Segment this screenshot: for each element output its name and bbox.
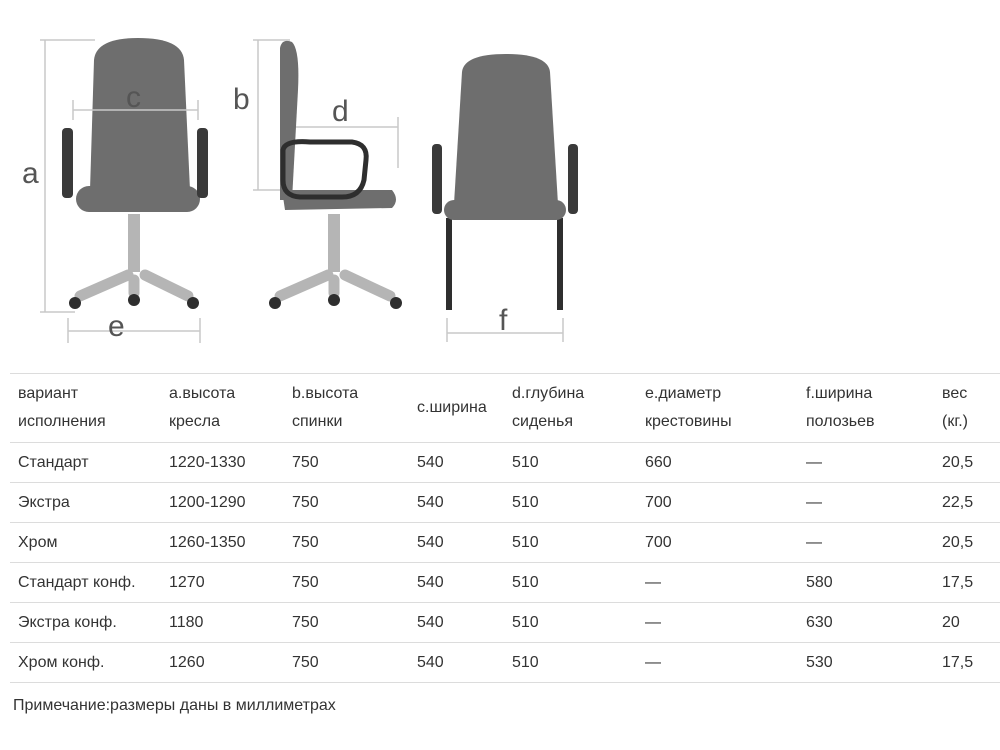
conference-chair [432, 54, 578, 342]
table-cell: 630 [798, 603, 934, 643]
table-cell: 510 [504, 563, 637, 603]
armrest-right [197, 128, 208, 198]
table-cell: 540 [409, 483, 504, 523]
column-header-base-diameter: e.диаметр крестовины [637, 374, 798, 443]
side-view-chair [233, 40, 402, 309]
table-cell: 540 [409, 603, 504, 643]
table-cell: 17,5 [934, 563, 1000, 603]
table-row [10, 563, 1000, 603]
chair-drawings [0, 0, 1000, 360]
dimension-label-f: f [499, 304, 508, 337]
table-body [10, 443, 1000, 683]
table-cell: 700 [637, 523, 798, 563]
table-cell: Экстра [10, 483, 161, 523]
table-cell: 580 [798, 563, 934, 603]
column-header-back-height: b.высота спинки [284, 374, 409, 443]
front-view-chair [22, 38, 208, 343]
table-cell: 750 [284, 643, 409, 683]
dimension-label-a: a [22, 157, 39, 190]
armrest [283, 142, 366, 197]
wheel [269, 297, 281, 309]
armrest-left [432, 144, 442, 214]
table-cell: 20 [934, 603, 1000, 643]
dimension-label-b: b [233, 83, 250, 116]
table-row [10, 643, 1000, 683]
backrest [90, 38, 190, 190]
table-cell: 20,5 [934, 443, 1000, 483]
wheel [187, 297, 199, 309]
table-cell: 540 [409, 643, 504, 683]
table-cell: 17,5 [934, 643, 1000, 683]
backrest [454, 54, 558, 204]
table-cell: 22,5 [934, 483, 1000, 523]
table-cell: 1260 [161, 643, 284, 683]
table-cell: — [798, 483, 934, 523]
wheel [390, 297, 402, 309]
table-cell: 1200-1290 [161, 483, 284, 523]
table-cell: 20,5 [934, 523, 1000, 563]
column-header-variant: вариант исполнения [10, 374, 161, 443]
table-cell: 750 [284, 523, 409, 563]
table-cell: 510 [504, 643, 637, 683]
column-header-width: c.ширина [409, 374, 504, 443]
table-cell: — [798, 523, 934, 563]
footnote: Примечание:размеры даны в миллиметрах [13, 697, 336, 714]
table-cell: Хром [10, 523, 161, 563]
seat [282, 190, 396, 210]
sled-leg-right [557, 218, 563, 310]
table-cell: 510 [504, 523, 637, 563]
dimension-label-c: c [126, 81, 141, 114]
table-cell: 750 [284, 483, 409, 523]
table-cell: Экстра конф. [10, 603, 161, 643]
star-base [280, 275, 390, 296]
table-cell: 510 [504, 443, 637, 483]
specifications-table [10, 373, 1000, 683]
table-cell: 750 [284, 443, 409, 483]
column-header-sled-width: f.ширина полозьев [798, 374, 934, 443]
armrest-right [568, 144, 578, 214]
dimension-label-e: e [108, 310, 125, 343]
table-row [10, 523, 1000, 563]
table-cell: 700 [637, 483, 798, 523]
table-cell: 1180 [161, 603, 284, 643]
table-cell: — [637, 563, 798, 603]
armrest-left [62, 128, 73, 198]
table-cell: — [798, 443, 934, 483]
table-cell: 510 [504, 483, 637, 523]
wheel [69, 297, 81, 309]
table-header-row [10, 374, 1000, 443]
table-row [10, 443, 1000, 483]
table-cell: Хром конф. [10, 643, 161, 683]
table-cell: 750 [284, 603, 409, 643]
gas-lift [128, 214, 140, 272]
table-cell: Стандарт [10, 443, 161, 483]
sled-leg-left [446, 218, 452, 310]
wheel [128, 294, 140, 306]
star-base [80, 275, 188, 296]
table-row [10, 603, 1000, 643]
table-cell: Стандарт конф. [10, 563, 161, 603]
table-cell: 1260-1350 [161, 523, 284, 563]
dimension-label-d: d [332, 95, 349, 128]
column-header-seat-depth: d.глубина сиденья [504, 374, 637, 443]
table-cell: 540 [409, 563, 504, 603]
table-cell: 1220-1330 [161, 443, 284, 483]
table-cell: 660 [637, 443, 798, 483]
table-cell: 750 [284, 563, 409, 603]
table-cell: 510 [504, 603, 637, 643]
table-row [10, 483, 1000, 523]
table-cell: 540 [409, 523, 504, 563]
table-cell: 540 [409, 443, 504, 483]
table-cell: — [637, 643, 798, 683]
chair-dimensions-diagram [0, 0, 1000, 360]
column-header-chair-height: a.высота кресла [161, 374, 284, 443]
wheel [328, 294, 340, 306]
column-header-weight: вес (кг.) [934, 374, 1000, 443]
gas-lift [328, 214, 340, 272]
table-cell: — [637, 603, 798, 643]
table-cell: 1270 [161, 563, 284, 603]
table-cell: 530 [798, 643, 934, 683]
